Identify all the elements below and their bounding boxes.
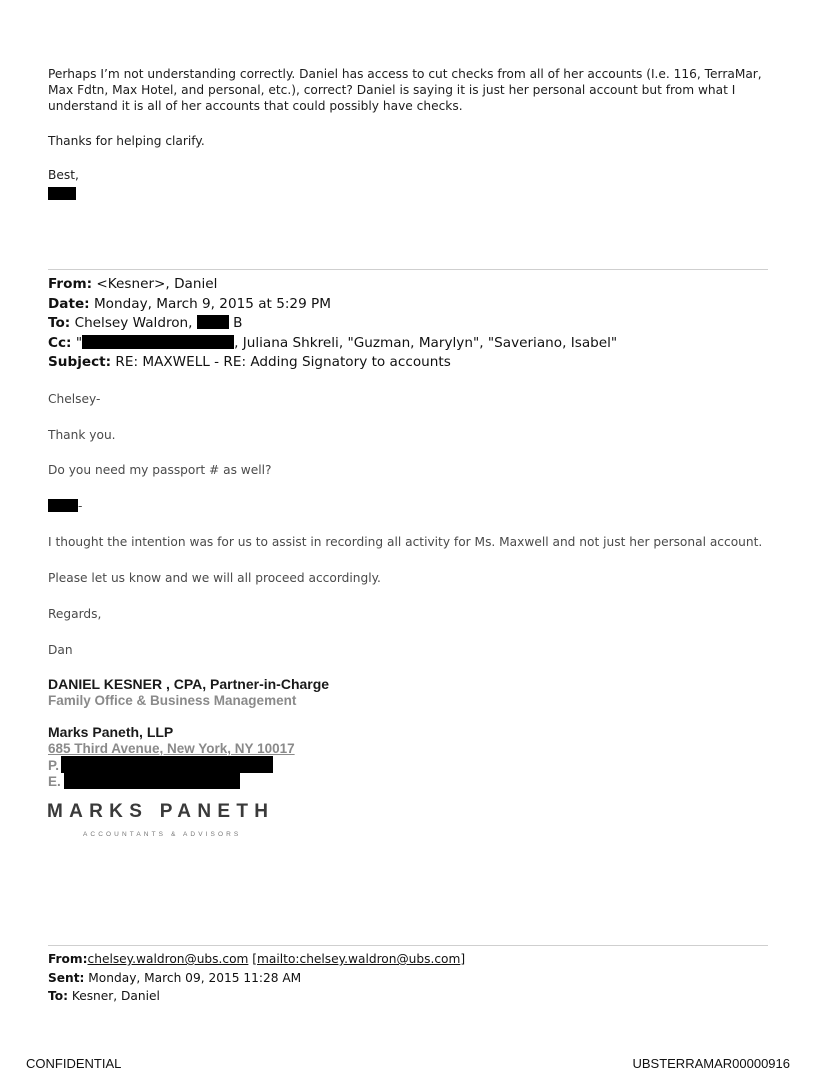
reply-redacted-suffix: - — [78, 499, 83, 513]
reply-from-value: <Kesner>, Daniel — [96, 276, 218, 292]
signature-firm: Marks Paneth, LLP — [48, 724, 174, 740]
reply-to-value: Chelsey Waldron, — [74, 315, 193, 331]
original-mailto-link[interactable]: mailto:chelsey.waldron@ubs.com — [257, 952, 461, 966]
mailto-open-bracket: [ — [252, 952, 258, 966]
reply-cc-prefix: " — [75, 334, 83, 351]
header-separator — [48, 269, 768, 270]
reply-line-1: I thought the intention was for us to assist in recording all activity for Ms. Maxwell and not just her personal account. — [48, 535, 763, 549]
original-to-value: Kesner, Daniel — [71, 989, 160, 1003]
mailto-close-bracket: ] — [460, 952, 466, 966]
reply-name: Dan — [48, 643, 73, 657]
reply-line-2: Please let us know and we will all proceed accordingly. — [48, 571, 381, 585]
reply-to-label: To: — [48, 315, 71, 331]
marks-paneth-logo-subtext: ACCOUNTANTS & ADVISORS — [83, 831, 242, 838]
redacted-sender-name — [48, 187, 76, 200]
reply-cc-line — [48, 334, 788, 354]
original-sent-line — [48, 969, 788, 988]
reply-to-suffix: B — [233, 315, 243, 331]
redacted-addressee — [48, 499, 78, 512]
reply-header — [48, 275, 788, 373]
reply-thanks: Thank you. — [48, 428, 116, 442]
redacted-cc-recipient — [82, 335, 234, 349]
reply-subject-line — [48, 353, 788, 373]
reply-from-line — [48, 275, 788, 295]
top-message-closing: Best, — [48, 168, 79, 182]
reply-greeting: Chelsey- — [48, 392, 101, 406]
original-from-line — [48, 950, 788, 969]
original-from-label: From: — [48, 952, 88, 966]
reply-date-value: Monday, March 9, 2015 at 5:29 PM — [93, 295, 331, 312]
original-to-line — [48, 987, 788, 1006]
original-message-separator — [48, 945, 768, 946]
reply-subject-label: Subject: — [48, 354, 112, 370]
reply-from-label: From: — [48, 276, 93, 292]
top-message-thanks: Thanks for helping clarify. — [48, 134, 205, 148]
reply-to-line — [48, 314, 788, 334]
reply-subject-value: RE: MAXWELL - RE: Adding Signatory to accounts — [115, 354, 451, 370]
redacted-to-recipient — [197, 315, 229, 329]
reply-date-line — [48, 295, 788, 315]
signature-email-label: E. — [48, 774, 61, 789]
reply-date-label: Date: — [48, 295, 90, 312]
bates-number: UBSTERRAMAR00000916 — [632, 1056, 790, 1071]
original-to-label: To: — [48, 989, 68, 1003]
signature-phone-label: P. — [48, 758, 60, 773]
top-message-paragraph: Perhaps I’m not understanding correctly. Daniel has access to cut checks from all of her accounts (I.e. 116, TerraMar, Max Fdtn, Max Hotel, and personal, etc.), correct? Daniel is saying it is just her personal account but from what I understand it is all of her accounts that could possibly have checks. — [48, 67, 762, 113]
confidential-label: CONFIDENTIAL — [26, 1056, 122, 1071]
reply-question: Do you need my passport # as well? — [48, 463, 272, 477]
original-header — [48, 950, 788, 1006]
redacted-phone — [61, 756, 273, 773]
original-from-email-link[interactable]: chelsey.waldron@ubs.com — [87, 952, 249, 966]
signature-address: 685 Third Avenue, New York, NY 10017 — [48, 741, 295, 756]
signature-name: DANIEL KESNER , CPA, Partner-in-Charge — [48, 676, 330, 692]
reply-cc-value: , Juliana Shkreli, "Guzman, Marylyn", "Saveriano, Isabel" — [234, 334, 618, 351]
original-sent-value: Monday, March 09, 2015 11:28 AM — [88, 970, 302, 985]
reply-regards: Regards, — [48, 607, 102, 621]
redacted-email — [64, 773, 240, 789]
original-sent-label: Sent: — [48, 970, 85, 985]
signature-dept: Family Office & Business Management — [48, 693, 297, 708]
marks-paneth-logo: MARKS PANETH — [47, 801, 275, 822]
reply-cc-label: Cc: — [48, 334, 72, 351]
reply-redacted-line — [48, 498, 82, 514]
